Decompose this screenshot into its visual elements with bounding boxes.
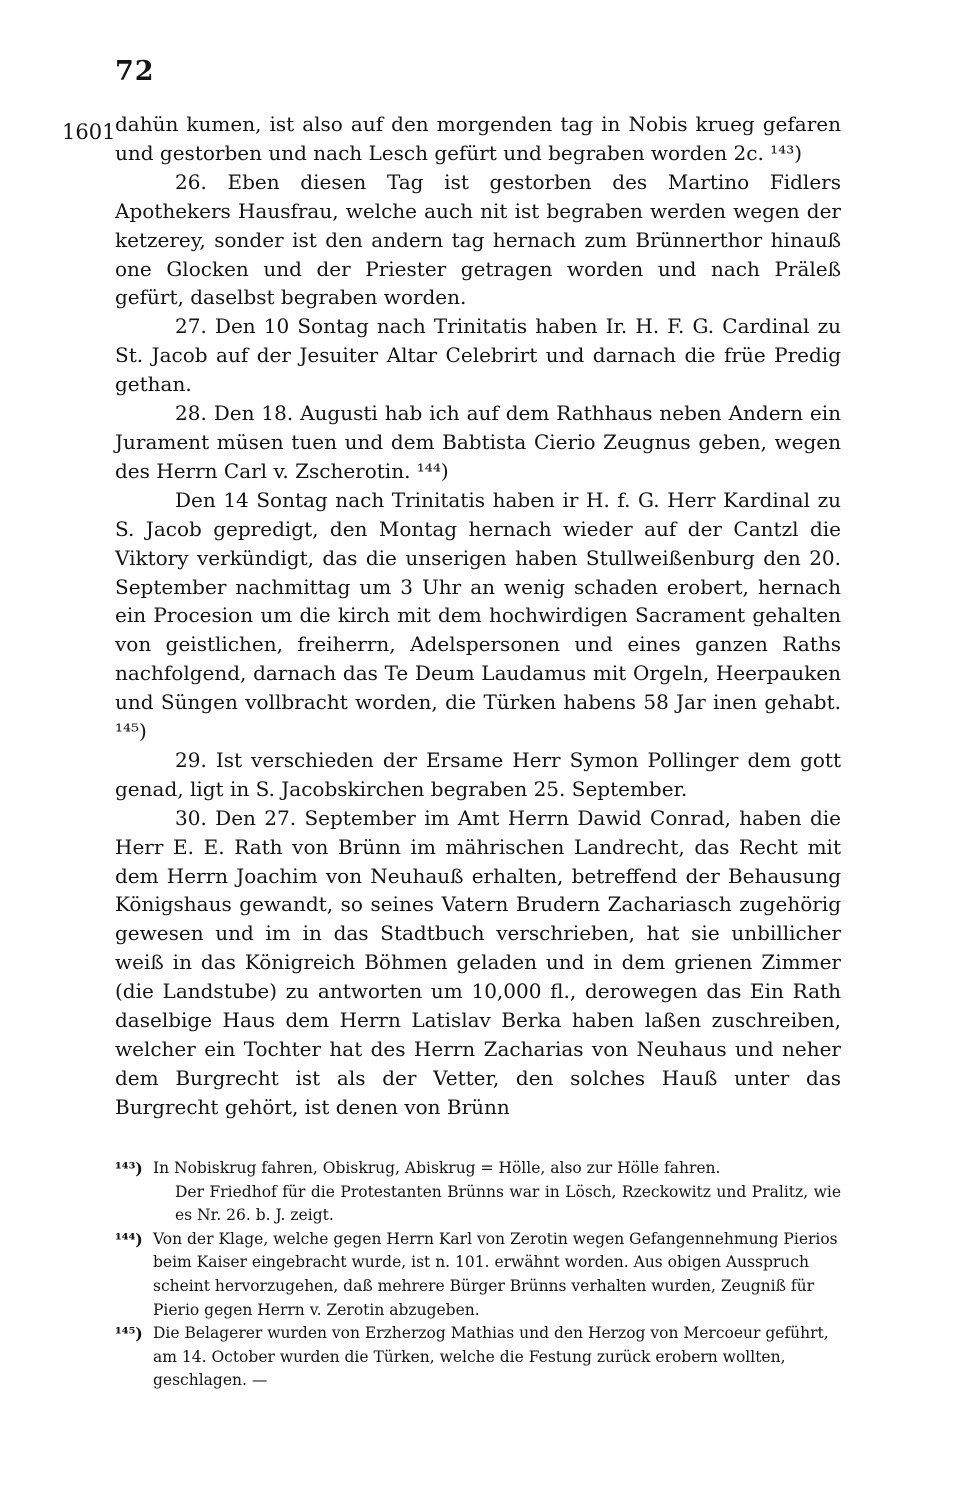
paragraph-26: 26. Eben diesen Tag ist gestorben des Martino Fidlers Apothekers Hausfrau, welche auch nit ist begraben werden wegen der ketzerey, sonder ist den andern tag hernach zum Brünnerthor hinauß one Glocken und der Priester getragen worden und nach Präleß gefürt, daselbst begraben worden. — [115, 169, 841, 310]
paragraph-27: 27. Den 10 Sontag nach Trinitatis haben Ir. H. F. G. Cardinal zu St. Jacob auf der Jesuiter Altar Celebrirt und darnach die früe Predig gethan. — [115, 314, 841, 397]
footnote-mark: ¹⁴³) — [115, 1159, 143, 1178]
footnote-mark: ¹⁴⁵) — [115, 1324, 143, 1344]
paragraph-28: 28. Den 18. Augusti hab ich auf dem Rathhaus neben Andern ein Jurament müsen tuen und dem Babtista Cierio Zeugnus geben, wegen des Herrn Carl v. Zscherotin. ¹⁴⁴) — [115, 401, 841, 483]
margin-year: 1601 — [62, 120, 116, 144]
footnote-145 — [115, 1322, 841, 1393]
paragraph-30: 30. Den 27. September im Amt Herrn Dawid Conrad, haben die Herr E. E. Rath von Brünn im mährischen Landrecht, das Recht mit dem Herrn Joachim von Neuhauß erhalten, betreffend der Behausung Königshaus gewandt, so seines Vatern Brudern Zachariasch zugehörig gewesen und im in das Stadtbuch verschrieben, hat sie unbillicher weiß in das Königreich Böhmen geladen und in dem grienen Zimmer (die Landstube) zu antworten um 10,000 fl., derowegen das Ein Rath daselbige Haus dem Herrn Latislav Berka haben laßen zuschreiben, welcher ein Tochter hat des Herrn Zacharias von Neuhaus und neher dem Burgrecht ist als der Vetter, den solches Hauß unter das Burgrecht gehört, ist denen von Brünn — [115, 805, 841, 1119]
footnote-text: Die Belagerer wurden von Erzherzog Mathias und den Herzog von Mercoeur geführt, am 14. October wurden die Türken, welche die Festung zurück erobern wollten, geschlagen. — — [153, 1324, 829, 1390]
footnote-text: In Nobiskrug fahren, Obiskrug, Abiskrug = Hölle, also zur Hölle fahren. — [153, 1159, 721, 1177]
footnote-144 — [115, 1228, 841, 1322]
footnote-143 — [115, 1157, 841, 1181]
paragraph-intro: dahün kumen, ist also auf den morgenden tag in Nobis krueg gefaren und gestorben und nach Lesch gefürt und begraben worden 2c. ¹⁴³) — [115, 112, 841, 165]
paragraph-28-continued: Den 14 Sontag nach Trinitatis haben ir H. f. G. Herr Kardinal zu S. Jacob gepredigt, den Montag hernach wieder auf der Cantzl die Viktory verkündigt, das die unserigen haben Stullweißenburg den 20. September nachmittag um 3 Uhr an wenig schaden erobert, hernach ein Procesion um die kirch mit dem hochwirdigen Sacrament gehalten von geistlichen, freiherrn, Adelspersonen und eines ganzen Raths nachfolgend, darnach das Te Deum Laudamus mit Orgeln, Heerpauken und Süngen vollbracht worden, die Türken habens 58 Jar inen gehabt. ¹⁴⁵) — [115, 487, 841, 744]
footnote-143-continuation: Der Friedhof für die Protestanten Brünns war in Lösch, Rzeckowitz und Pralitz, wie es Nr. 26. b. J. zeigt. — [175, 1182, 841, 1225]
footnote-mark: ¹⁴⁴) — [115, 1229, 143, 1249]
footnote-text: Von der Klage, welche gegen Herrn Karl von Zerotin wegen Gefangennehmung Pierios beim Kaiser eingebracht wurde, ist n. 101. erwähnt worden. Aus obigen Ausspruch scheint hervorzugehen, daß mehrere Bürger Brünns verhalten wurden, Zeugniß für Pierio gegen Herrn v. Zerotin abzugeben. — [153, 1229, 838, 1319]
main-text — [115, 110, 841, 1122]
footnotes — [115, 1157, 841, 1393]
page-number: 72 — [115, 56, 155, 87]
paragraph-29: 29. Ist verschieden der Ersame Herr Symon Pollinger dem gott genad, ligt in S. Jacobskirchen begraben 25. September. — [115, 747, 841, 801]
